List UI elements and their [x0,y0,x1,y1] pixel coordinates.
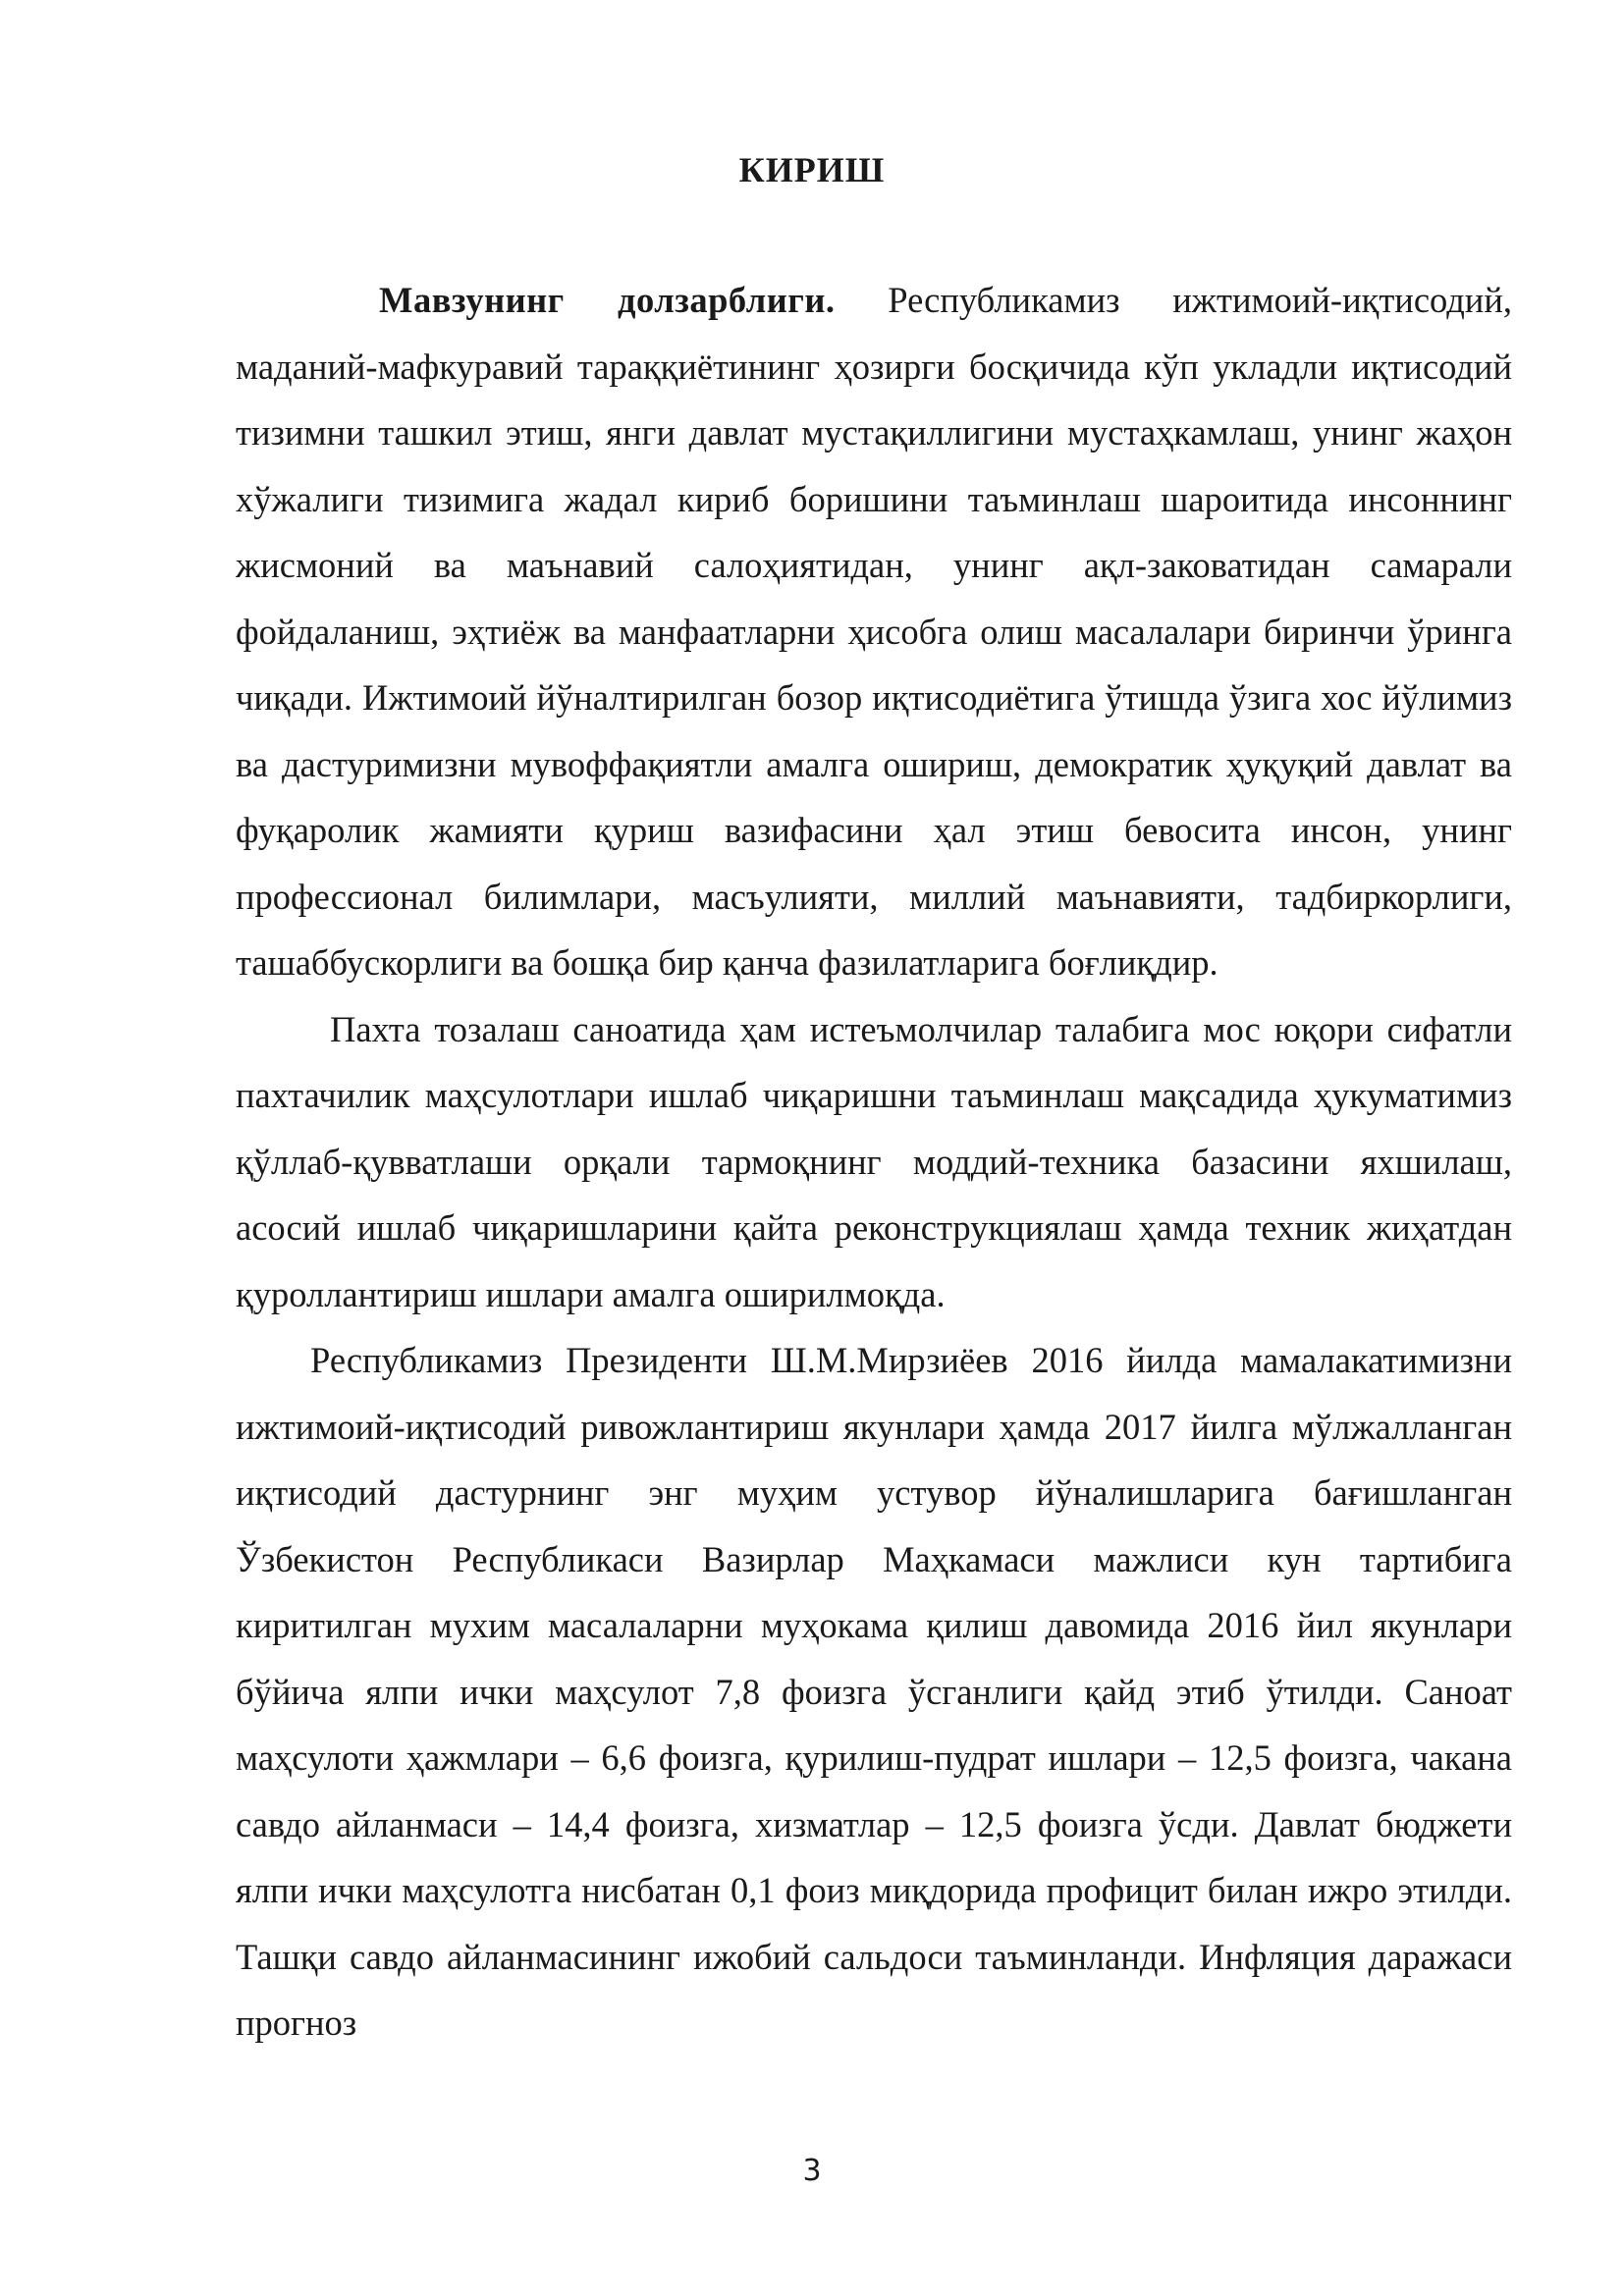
paragraph-relevance [236,267,1512,996]
paragraph-lead: Мавзунинг долзарблиги. [379,280,836,320]
paragraph-text: Республикамиз ижтимоий-иқтисодий, маданий-мафкуравий тараққиётининг ҳозирги босқичида кўп укладли иқтисодий тизимни ташкил этиш, янги давлат мустақиллигини мустаҳкамлаш, унинг жаҳон хўжалиги тизимига жадал кириб боришини таъминлаш шароитида инсоннинг жисмоний ва маънавий салоҳиятидан, унинг ақл-заковатидан самарали фойдаланиш, эҳтиёж ва манфаатларни ҳисобга олиш масалалари биринчи ўринга чиқади. Ижтимоий йўналтирилган бозор иқтисодиётига ўтишда ўзига хос йўлимиз ва дастуримизни мувоффақиятли амалга ошириш, демократик ҳуқуқий давлат ва фуқаролик жамияти қуриш вазифасини ҳал этиш бевосита инсон, унинг профессионал билимлари, масъулияти, миллий маънавияти, тадбиркорлиги, ташаббускорлиги ва бошқа бир қанча фазилатларига боғлиқдир. [236,280,1512,983]
section-heading: КИРИШ [738,150,886,189]
body-text [236,267,1512,2056]
paragraph-economic-results: Республикамиз Президенти Ш.М.Мирзиёев 2016 йилда мамалакатимизни ижтимоий-иқтисодий ривожлантириш якунлари ҳамда 2017 йилга мўлжалланган иқтисодий дастурнинг энг муҳим устувор йўналишларига бағишланган Ўзбекистон Республикаси Вазирлар Маҳкамаси мажлиси кун тартибига киритилган мухим масалаларни муҳокама қилиш давомида 2016 йил якунлари бўйича ялпи ички маҳсулот 7,8 фоизга ўсганлиги қайд этиб ўтилди. Саноат маҳсулоти ҳажмлари – 6,6 фоизга, қурилиш-пудрат ишлари – 12,5 фоизга, чакана савдо айланмаси – 14,4 фоизга, хизматлар – 12,5 фоизга ўсди. Давлат бюджети ялпи ички маҳсулотга нисбатан 0,1 фоиз миқдорида профицит билан ижро этилди. Ташқи савдо айланмасининг ижобий сальдоси таъминланди. Инфляция даражаси прогноз [236,1340,1512,2043]
page-number: 3 [802,2154,822,2188]
paragraph-cotton-industry: Пахта тозалаш саноатида ҳам истеъмолчилар талабига мос юқори сифатли пахтачилик маҳсулотлари ишлаб чиқаришни таъминлаш мақсадида ҳукуматимиз қўллаб-қувватлаши орқали тармоқнинг моддий-техника базасини яхшилаш, асосий ишлаб чиқаришларини қайта реконструкциялаш ҳамда техник жиҳатдан қуроллантириш ишлари амалга оширилмоқда. [236,1008,1512,1314]
